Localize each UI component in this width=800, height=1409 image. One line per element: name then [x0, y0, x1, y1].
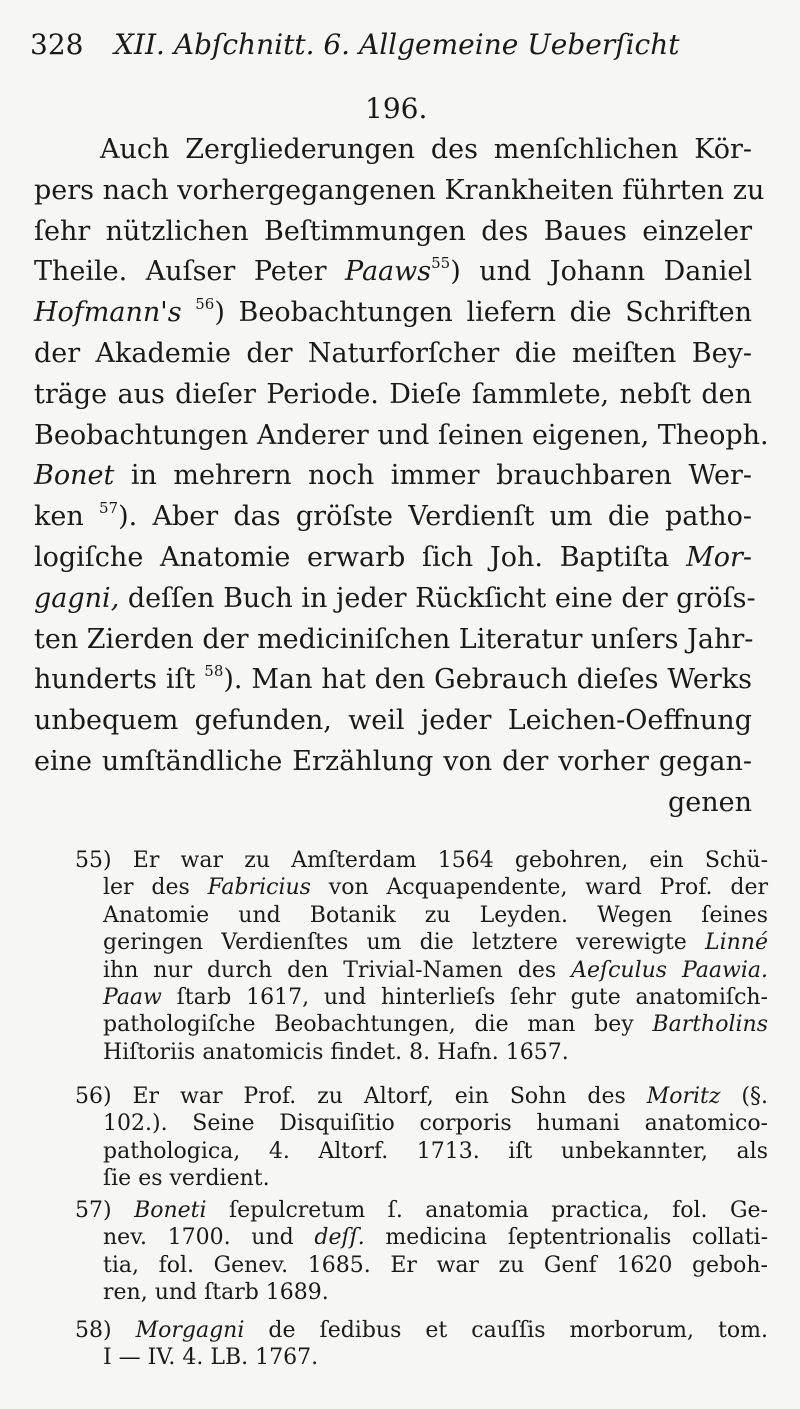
- footnote-line: [103, 1253, 768, 1281]
- body-line: [34, 416, 769, 456]
- page-header: [30, 28, 690, 68]
- text-run: 56) Er war Prof. zu Altorf, ein Sohn des: [75, 1084, 647, 1109]
- text-run: ren, und ſtarb 1689.: [103, 1280, 329, 1306]
- body-line: [34, 212, 752, 252]
- page-number: 328: [30, 28, 84, 61]
- footnote-line: [103, 1111, 768, 1139]
- footnote-line: [103, 930, 768, 958]
- text-run: Paaws: [344, 256, 432, 288]
- text-run: 57): [75, 1198, 135, 1223]
- text-run: Beobachtungen Anderer und ſeinen eigenen, Theoph.: [34, 419, 769, 451]
- footnote-line: [103, 1139, 768, 1167]
- text-run: geringen Verdienſtes um die letztere verewigte: [103, 930, 705, 956]
- footnote-line: [75, 1198, 768, 1226]
- footnote-line: [75, 848, 768, 876]
- text-run: Fabricius: [207, 875, 311, 901]
- text-run: logiſche Anatomie erwarb ſich Joh. Baptiſta: [34, 542, 687, 573]
- text-run: (§.: [720, 1084, 768, 1109]
- text-run: hunderts iſt: [34, 664, 205, 696]
- footnote-line: [103, 1280, 768, 1308]
- text-run: I — IV. 4. LB. 1767.: [103, 1345, 319, 1371]
- text-run: pers nach vorhergegangenen Krankheiten führten zu: [34, 174, 765, 206]
- text-run: de ſedibus et cauſſis morborum, tom.: [244, 1318, 768, 1343]
- footnote-ref: 56: [195, 295, 215, 314]
- footnote-line: [103, 903, 768, 931]
- text-run: Paaw: [103, 985, 162, 1010]
- text-run: Hiſtoriis anatomicis findet. 8. Hafn. 1657.: [103, 1039, 569, 1065]
- text-run: Boneti: [134, 1198, 207, 1223]
- text-run: medicina ſeptentrionalis collati-: [364, 1225, 768, 1251]
- text-run: gagni,: [34, 582, 120, 614]
- text-run: träge aus dieſer Periode. Dieſe ſammlete, nebſt den: [34, 378, 752, 410]
- text-run: ) und Johann Daniel: [450, 256, 752, 288]
- text-run: Hofmann's: [34, 297, 196, 329]
- text-run: Auch Zergliederungen des menſchlichen Kör-: [100, 134, 752, 165]
- text-run: ſepulcretum ſ. anatomia practica, fol. Ge-: [206, 1198, 768, 1223]
- text-run: Mor-: [686, 542, 752, 573]
- section-number: 196.: [365, 92, 428, 125]
- body-line: [34, 375, 752, 415]
- text-run: ) Beobachtungen liefern die Schriften: [214, 297, 752, 329]
- body-line: [34, 456, 752, 496]
- text-run: Theile. Auſser Peter: [34, 256, 345, 288]
- text-run: ler des: [103, 875, 208, 901]
- footnote-line: [103, 1040, 768, 1068]
- text-run: Moritz: [646, 1084, 721, 1109]
- text-run: ken: [34, 501, 99, 533]
- text-run: pathologica, 4. Altorf. 1713. iſt unbekannter, als: [103, 1138, 768, 1164]
- body-line: [34, 701, 752, 741]
- text-run: von Acquapendente, ward Prof. der: [310, 875, 768, 901]
- text-run: ſie es verdient.: [103, 1166, 270, 1192]
- footnote-line: [103, 985, 768, 1013]
- running-head: XII. Abſchnitt. 6. Allgemeine Ueberſicht: [114, 28, 680, 61]
- body-line: [100, 130, 752, 170]
- body-line: [34, 579, 756, 619]
- text-run: deſſ.: [314, 1225, 365, 1251]
- body-line: [34, 252, 752, 292]
- footnote-ref: 57: [99, 499, 119, 518]
- text-run: ihn nur durch den Trivial-Namen des: [103, 957, 572, 983]
- body-line: [34, 171, 765, 211]
- footnote-line: [103, 875, 768, 903]
- text-run: der Akademie der Naturforſcher die meiſten Bey-: [34, 338, 752, 369]
- body-line: [34, 538, 752, 578]
- body-line: [34, 497, 752, 537]
- text-run: tia, fol. Genev. 1685. Er war zu Genf 1620 geboh-: [103, 1252, 768, 1278]
- text-run: Linné: [704, 930, 768, 956]
- text-run: Bonet: [34, 460, 115, 492]
- footnote-line: [75, 1084, 768, 1112]
- text-run: Anatomie und Botanik zu Leyden. Wegen ſeines: [103, 902, 768, 928]
- text-run: 58): [75, 1318, 136, 1343]
- text-run: Morgagni: [135, 1318, 245, 1343]
- body-line: [34, 293, 752, 333]
- body-line: [34, 783, 752, 823]
- text-run: deſſen Buch in jeder Rückſicht eine der gröſs-: [119, 582, 756, 614]
- footnote-line: [103, 1012, 768, 1040]
- footnote-ref: 58: [204, 662, 224, 681]
- footnote-line: [103, 1166, 768, 1194]
- body-line: [34, 742, 752, 782]
- text-run: in mehrern noch immer brauchbaren Wer-: [114, 460, 752, 492]
- text-run: Aeſculus Paawia.: [571, 957, 768, 983]
- text-run: genen: [667, 786, 752, 818]
- body-line: [34, 620, 752, 660]
- text-run: ſehr nützlichen Beſtimmungen des Baues einzeler: [34, 215, 752, 247]
- text-run: Bartholins: [652, 1012, 768, 1038]
- text-run: ſtarb 1617, und hinterlieſs ſehr gute anatomiſch-: [161, 985, 768, 1010]
- text-run: unbequem gefunden, weil jeder Leichen-Oeffnung: [34, 705, 752, 737]
- footnote-line: [75, 1318, 768, 1346]
- text-run: pathologiſche Beobachtungen, die man bey: [103, 1012, 653, 1038]
- body-line: [34, 660, 752, 700]
- text-run: eine umſtändliche Erzählung von der vorher gegan-: [34, 746, 752, 777]
- footnote-line: [103, 1345, 768, 1373]
- text-run: 55) Er war zu Amſterdam 1564 gebohren, ein Schü-: [75, 848, 768, 873]
- footnote-ref: 55: [431, 254, 451, 273]
- text-run: ). Aber das gröſste Verdienſt um die patho-: [118, 501, 752, 533]
- text-run: nev. 1700. und: [103, 1225, 315, 1251]
- text-run: ). Man hat den Gebrauch dieſes Werks: [223, 664, 752, 696]
- footnote-line: [103, 958, 768, 986]
- body-line: [34, 334, 752, 374]
- text-run: ten Zierden der mediciniſchen Literatur unſers Jahr-: [34, 623, 754, 655]
- footnote-line: [103, 1225, 768, 1253]
- text-run: 102.). Seine Disquiſitio corporis humani anatomico-: [103, 1111, 768, 1137]
